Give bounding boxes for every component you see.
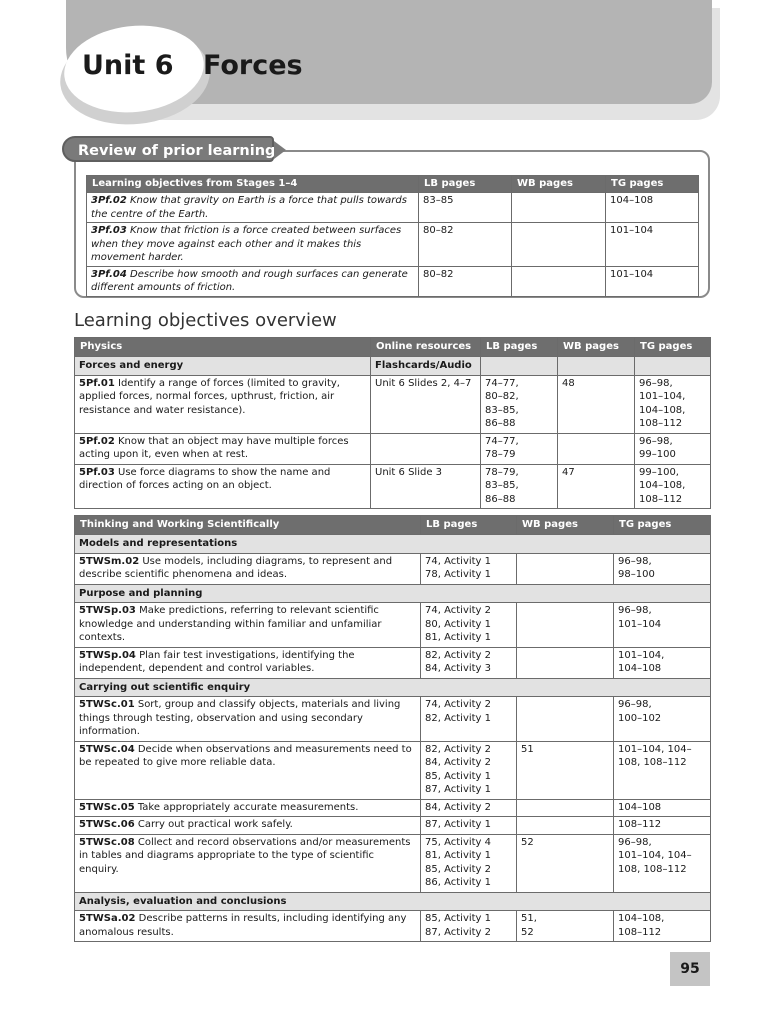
tws-group-label: Analysis, evaluation and conclusions <box>75 892 711 911</box>
review-lb-cell: 80–82 <box>419 223 512 267</box>
objective-cell <box>75 817 421 835</box>
tws-lb-cell: 87, Activity 1 <box>421 817 517 835</box>
physics-row <box>75 375 711 433</box>
review-col-lb: LB pages <box>419 176 512 193</box>
overview-heading: Learning objectives overview <box>74 310 337 331</box>
physics-resources-cell: Unit 6 Slides 2, 4–7 <box>371 375 481 433</box>
objective-text: Know that gravity on Earth is a force that pulls towards the centre of the Earth. <box>91 195 407 220</box>
tws-row <box>75 834 711 892</box>
tws-col-wb: WB pages <box>517 516 614 535</box>
review-wb-cell <box>512 266 606 296</box>
physics-subheader-resources: Flashcards/Audio <box>371 357 481 376</box>
physics-row <box>75 433 711 464</box>
objective-text: Plan fair test investigations, identifying the independent, dependent and control variables. <box>79 649 355 674</box>
tws-col-lb: LB pages <box>421 516 517 535</box>
unit-title: Forces <box>203 50 303 81</box>
tws-lb-cell: 84, Activity 2 <box>421 799 517 817</box>
objective-text: Carry out practical work safely. <box>137 819 293 830</box>
objective-text: Identify a range of forces (limited to gravity, applied forces, normal forces, upthrust, friction, air resistance and water resistance). <box>79 377 340 416</box>
review-tg-cell: 104–108 <box>606 193 699 223</box>
review-tab-label: Review of prior learning <box>62 136 274 162</box>
physics-lb-cell: 74–77, 80–82, 83–85, 86–88 <box>481 375 558 433</box>
tws-row <box>75 553 711 584</box>
objective-text: Use models, including diagrams, to represent and describe scientific phenomena and ideas. <box>79 555 393 580</box>
physics-subheader-label: Forces and energy <box>75 357 371 376</box>
tws-row <box>75 741 711 799</box>
tws-group-row <box>75 892 711 911</box>
physics-resources-cell: Unit 6 Slide 3 <box>371 464 481 509</box>
objective-cell <box>75 464 371 509</box>
tws-wb-cell: 51 <box>517 741 614 799</box>
tws-tg-cell: 101–104, 104–108 <box>614 647 711 678</box>
physics-col-lb: LB pages <box>481 338 558 357</box>
physics-lb-cell: 74–77, 78–79 <box>481 433 558 464</box>
tws-wb-cell <box>517 697 614 742</box>
review-lb-cell: 80–82 <box>419 266 512 296</box>
tws-row <box>75 911 711 942</box>
physics-col-physics: Physics <box>75 338 371 357</box>
objective-text: Make predictions, referring to relevant scientific knowledge and understanding within familiar and unfamiliar contexts. <box>79 605 382 643</box>
objective-cell <box>87 193 419 223</box>
tws-tg-cell: 104–108, 108–112 <box>614 911 711 942</box>
objective-code: 3Pf.03 <box>91 225 127 236</box>
tws-row <box>75 603 711 648</box>
physics-header-row <box>75 338 711 357</box>
objective-code: 5Pf.03 <box>79 466 115 478</box>
objective-code: 5TWSc.08 <box>79 836 135 848</box>
review-col-wb: WB pages <box>512 176 606 193</box>
review-tg-cell: 101–104 <box>606 266 699 296</box>
objective-code: 5TWSa.02 <box>79 913 136 924</box>
tws-lb-cell: 82, Activity 2 84, Activity 3 <box>421 647 517 678</box>
objective-text: Use force diagrams to show the name and direction of forces acting on an object. <box>79 466 331 491</box>
tws-tg-cell: 96–98, 100–102 <box>614 697 711 742</box>
objective-cell <box>75 603 421 648</box>
objective-cell <box>75 834 421 892</box>
physics-col-wb: WB pages <box>558 338 635 357</box>
physics-tg-cell: 96–98, 101–104, 104–108, 108–112 <box>635 375 711 433</box>
physics-row <box>75 464 711 509</box>
objective-cell <box>75 911 421 942</box>
objective-cell <box>87 266 419 296</box>
review-row <box>87 223 699 267</box>
objective-cell <box>75 647 421 678</box>
review-wb-cell <box>512 223 606 267</box>
tws-group-row <box>75 584 711 603</box>
tws-group-label: Carrying out scientific enquiry <box>75 678 711 697</box>
review-row <box>87 266 699 296</box>
tws-group-row <box>75 535 711 554</box>
objective-code: 3Pf.02 <box>91 195 127 206</box>
review-col-tg: TG pages <box>606 176 699 193</box>
objective-text: Know that friction is a force created between surfaces when they move against each other and it makes this movement harder. <box>91 225 402 263</box>
physics-lb-cell: 78–79, 83–85, 86–88 <box>481 464 558 509</box>
physics-wb-cell <box>558 433 635 464</box>
objective-code: 5TWSp.04 <box>79 649 136 661</box>
tws-lb-cell: 75, Activity 4 81, Activity 1 85, Activity 2 86, Activity 1 <box>421 834 517 892</box>
tws-wb-cell <box>517 647 614 678</box>
objective-code: 5TWSc.06 <box>79 819 135 830</box>
tws-wb-cell: 52 <box>517 834 614 892</box>
review-wb-cell <box>512 193 606 223</box>
objective-text: Sort, group and classify objects, materials and living things through testing, observation and using secondary information. <box>79 699 401 737</box>
objective-code: 5TWSp.03 <box>79 605 136 616</box>
objective-cell <box>75 741 421 799</box>
physics-table <box>74 337 711 509</box>
objective-code: 5TWSc.01 <box>79 699 135 710</box>
tws-tg-cell: 104–108 <box>614 799 711 817</box>
tws-tg-cell: 108–112 <box>614 817 711 835</box>
objective-cell <box>75 697 421 742</box>
physics-col-tg: TG pages <box>635 338 711 357</box>
physics-subheader-row <box>75 357 711 376</box>
objective-text: Know that an object may have multiple forces acting upon it, even when at rest. <box>79 435 349 460</box>
objective-cell <box>75 375 371 433</box>
objective-text: Describe how smooth and rough surfaces can generate different amounts of friction. <box>91 268 408 293</box>
objective-text: Collect and record observations and/or measurements in tables and diagrams appropriate to the type of scientific enquiry. <box>79 836 411 875</box>
tws-lb-cell: 74, Activity 1 78, Activity 1 <box>421 553 517 584</box>
tws-tg-cell: 101–104, 104– 108, 108–112 <box>614 741 711 799</box>
tws-tg-cell: 96–98, 101–104, 104– 108, 108–112 <box>614 834 711 892</box>
objective-text: Decide when observations and measurements need to be repeated to give more reliable data. <box>79 743 412 768</box>
objective-code: 5TWSc.04 <box>79 743 135 755</box>
review-tg-cell: 101–104 <box>606 223 699 267</box>
objective-cell <box>75 799 421 817</box>
objective-cell <box>75 553 421 584</box>
review-table <box>86 175 699 297</box>
tws-col-objectives: Thinking and Working Scientifically <box>75 516 421 535</box>
tws-wb-cell <box>517 817 614 835</box>
tws-row <box>75 697 711 742</box>
objective-cell <box>75 433 371 464</box>
physics-wb-cell: 48 <box>558 375 635 433</box>
tws-group-label: Models and representations <box>75 535 711 554</box>
unit-number: Unit 6 <box>82 50 174 81</box>
physics-resources-cell <box>371 433 481 464</box>
review-row <box>87 193 699 223</box>
tws-tg-cell: 96–98, 98–100 <box>614 553 711 584</box>
physics-tg-cell: 99–100, 104–108, 108–112 <box>635 464 711 509</box>
objective-code: 5TWSm.02 <box>79 555 140 567</box>
review-col-objectives: Learning objectives from Stages 1–4 <box>87 176 419 193</box>
tws-wb-cell <box>517 603 614 648</box>
objective-code: 5TWSc.05 <box>79 801 135 813</box>
tws-lb-cell: 85, Activity 1 87, Activity 2 <box>421 911 517 942</box>
objective-code: 5Pf.01 <box>79 377 115 389</box>
tws-wb-cell: 51, 52 <box>517 911 614 942</box>
tws-row <box>75 817 711 835</box>
physics-col-resources: Online resources <box>371 338 481 357</box>
page-number: 95 <box>670 952 710 986</box>
tws-header-row <box>75 516 711 535</box>
tws-table <box>74 515 711 942</box>
tws-row <box>75 647 711 678</box>
tws-lb-cell: 74, Activity 2 80, Activity 1 81, Activity 1 <box>421 603 517 648</box>
objective-text: Describe patterns in results, including identifying any anomalous results. <box>79 913 407 938</box>
review-header-row <box>87 176 699 193</box>
tws-lb-cell: 74, Activity 2 82, Activity 1 <box>421 697 517 742</box>
tws-row <box>75 799 711 817</box>
physics-tg-cell: 96–98, 99–100 <box>635 433 711 464</box>
objective-code: 3Pf.04 <box>91 268 127 280</box>
tws-tg-cell: 96–98, 101–104 <box>614 603 711 648</box>
tws-lb-cell: 82, Activity 2 84, Activity 2 85, Activity 1 87, Activity 1 <box>421 741 517 799</box>
tws-group-label: Purpose and planning <box>75 584 711 603</box>
tws-wb-cell <box>517 553 614 584</box>
tws-col-tg: TG pages <box>614 516 711 535</box>
review-lb-cell: 83–85 <box>419 193 512 223</box>
tws-group-row <box>75 678 711 697</box>
objective-text: Take appropriately accurate measurements. <box>137 801 359 813</box>
physics-wb-cell: 47 <box>558 464 635 509</box>
objective-cell <box>87 223 419 267</box>
objective-code: 5Pf.02 <box>79 435 115 447</box>
tws-wb-cell <box>517 799 614 817</box>
